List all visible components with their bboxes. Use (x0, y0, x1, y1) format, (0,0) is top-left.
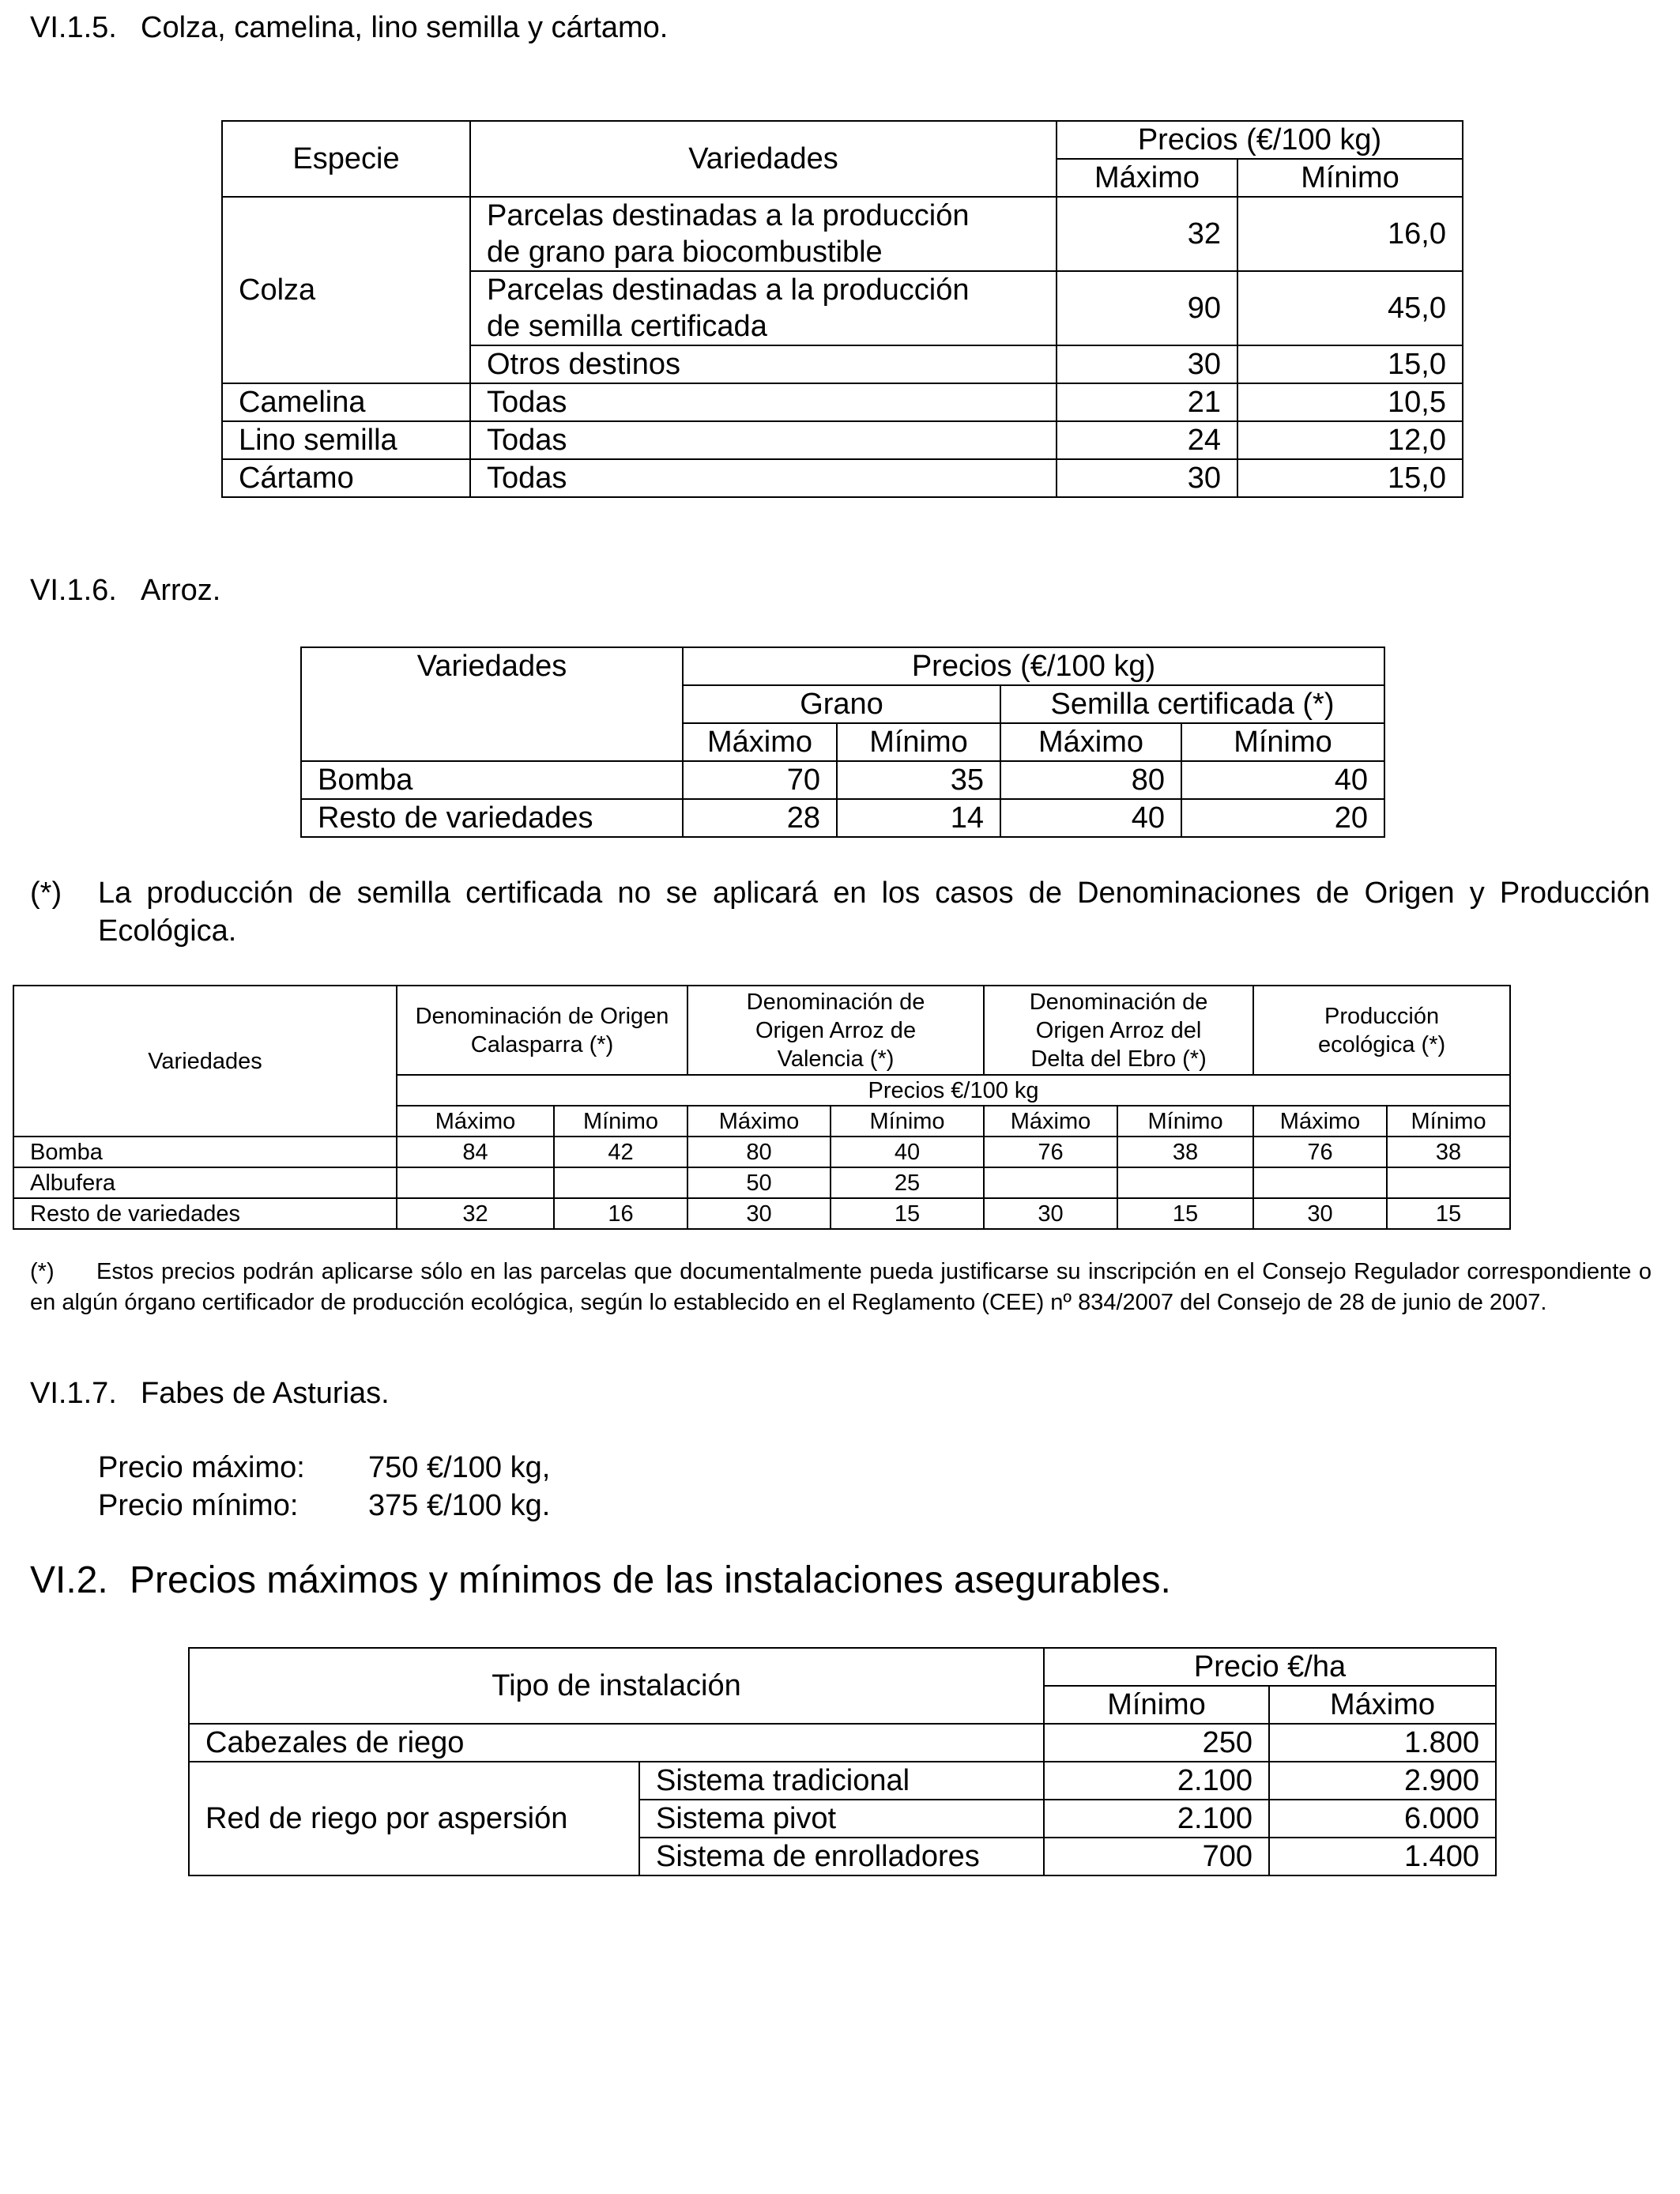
table-row (222, 197, 1463, 271)
cell-variedad: Albufera (13, 1167, 397, 1198)
header-delta-ebro: Denominación de Origen Arroz del Delta del Ebro (*) (984, 986, 1253, 1075)
cell-minimo: 250 (1044, 1724, 1269, 1762)
header-minimo: Mínimo (554, 1106, 687, 1137)
table-row (189, 1724, 1496, 1762)
cell-value: 20 (1181, 799, 1384, 837)
cell-value: 35 (837, 761, 1000, 799)
header-precios: Precios (€/100 kg) (1057, 121, 1463, 159)
section-heading-fabes (30, 1375, 390, 1412)
cell-variedad: Resto de variedades (13, 1198, 397, 1229)
header-minimo: Mínimo (1117, 1106, 1253, 1137)
header-grano: Grano (683, 685, 1000, 723)
section-title: Fabes de Asturias. (141, 1377, 390, 1410)
cell-value: 15 (831, 1198, 984, 1229)
footnote-origen (30, 1257, 1652, 1318)
footnote-text: Estos precios podrán aplicarse sólo en las parcelas que documentalmente pueda justificarse su inscripción en el Consejo Regulador correspondiente o en algún órgano certificador de producción ecológica, según lo establecido en el Reglamento (CEE) nº 834/2007 del Consejo de 28 de junio de 2007. (30, 1259, 1652, 1315)
cell-value: 80 (1000, 761, 1181, 799)
cell-value: 42 (554, 1137, 687, 1167)
cell-variedad: Parcelas destinadas a la producción de grano para biocombustible (470, 197, 1057, 271)
cell-maximo: 90 (1057, 271, 1237, 345)
header-minimo: Mínimo (831, 1106, 984, 1137)
precio-minimo-label: Precio mínimo: (98, 1489, 299, 1522)
cell-minimo: 2.100 (1044, 1800, 1269, 1838)
cell-sistema: Sistema tradicional (639, 1762, 1044, 1800)
rice-price-table (300, 647, 1385, 838)
cell-minimo: 15,0 (1237, 459, 1463, 497)
oilseed-price-table (221, 120, 1463, 498)
table-row (13, 1137, 1510, 1167)
cell-value: 28 (683, 799, 837, 837)
cell-maximo: 6.000 (1269, 1800, 1496, 1838)
cell-value: 30 (687, 1198, 831, 1229)
cell-value: 38 (1117, 1137, 1253, 1167)
cell-variedad: Otros destinos (470, 345, 1057, 383)
header-maximo: Máximo (1253, 1106, 1387, 1137)
table-row (222, 421, 1463, 459)
header-maximo: Máximo (397, 1106, 554, 1137)
cell-value: 38 (1387, 1137, 1510, 1167)
table-row (222, 459, 1463, 497)
precio-maximo-line (98, 1449, 551, 1486)
header-minimo: Mínimo (1387, 1106, 1510, 1137)
header-calasparra: Denominación de Origen Calasparra (*) (397, 986, 687, 1075)
footnote-text: La producción de semilla certificada no se aplicará en los casos de Denominaciones de Origen y Producción Ecológica. (98, 876, 1650, 948)
cell-variedad: Resto de variedades (301, 799, 683, 837)
cell-value: 84 (397, 1137, 554, 1167)
table-row (13, 1198, 1510, 1229)
cell-minimo: 15,0 (1237, 345, 1463, 383)
cell-value: 76 (984, 1137, 1117, 1167)
header-minimo: Mínimo (1237, 159, 1463, 197)
cell-variedad: Todas (470, 459, 1057, 497)
cell-maximo: 30 (1057, 345, 1237, 383)
cell-maximo: 32 (1057, 197, 1237, 271)
cell-value (1387, 1167, 1510, 1198)
table-row (301, 799, 1384, 837)
header-variedades: Variedades (301, 647, 683, 761)
cell-minimo: 45,0 (1237, 271, 1463, 345)
cell-minimo: 2.100 (1044, 1762, 1269, 1800)
header-variedades: Variedades (13, 986, 397, 1137)
cell-value: 15 (1117, 1198, 1253, 1229)
cell-value: 25 (831, 1167, 984, 1198)
cell-value: 76 (1253, 1137, 1387, 1167)
section-heading-instalaciones (30, 1559, 1171, 1603)
cell-maximo: 21 (1057, 383, 1237, 421)
section-number: VI.1.6. (30, 574, 117, 607)
cell-value: 80 (687, 1137, 831, 1167)
header-ecologica: Producción ecológica (*) (1253, 986, 1510, 1075)
cell-value: 30 (984, 1198, 1117, 1229)
header-precios: Precios €/100 kg (397, 1075, 1510, 1106)
cell-especie: Cártamo (222, 459, 470, 497)
cell-value (984, 1167, 1117, 1198)
header-valencia: Denominación de Origen Arroz de Valencia (*) (687, 986, 984, 1075)
header-maximo: Máximo (683, 723, 837, 761)
cell-sistema: Sistema pivot (639, 1800, 1044, 1838)
cell-variedad: Bomba (301, 761, 683, 799)
header-maximo: Máximo (1000, 723, 1181, 761)
section-title: Colza, camelina, lino semilla y cártamo. (141, 11, 669, 44)
cell-value: 40 (831, 1137, 984, 1167)
table-row (301, 761, 1384, 799)
cell-maximo: 1.800 (1269, 1724, 1496, 1762)
cell-minimo: 10,5 (1237, 383, 1463, 421)
cell-value: 14 (837, 799, 1000, 837)
section-number: VI.1.7. (30, 1377, 117, 1410)
header-precios: Precios (€/100 kg) (683, 647, 1384, 685)
table-row (222, 383, 1463, 421)
table-row (13, 1167, 1510, 1198)
header-especie: Especie (222, 121, 470, 197)
header-maximo: Máximo (1269, 1686, 1496, 1724)
header-tipo: Tipo de instalación (189, 1648, 1044, 1724)
cell-value: 15 (1387, 1198, 1510, 1229)
cell-value: 50 (687, 1167, 831, 1198)
footnote-mark: (*) (30, 876, 62, 910)
cell-value: 16 (554, 1198, 687, 1229)
cell-minimo: 12,0 (1237, 421, 1463, 459)
precio-minimo-line (98, 1487, 551, 1524)
cell-variedad: Bomba (13, 1137, 397, 1167)
rice-origin-price-table (13, 985, 1511, 1230)
precio-maximo-label: Precio máximo: (98, 1451, 305, 1484)
cell-value (1117, 1167, 1253, 1198)
header-minimo: Mínimo (837, 723, 1000, 761)
cell-especie: Lino semilla (222, 421, 470, 459)
cell-value (1253, 1167, 1387, 1198)
cell-value: 40 (1181, 761, 1384, 799)
footnote-mark: (*) (30, 1259, 55, 1284)
cell-minimo: 16,0 (1237, 197, 1463, 271)
section-title: Precios máximos y mínimos de las instalaciones asegurables. (130, 1559, 1171, 1601)
installation-price-table (188, 1647, 1497, 1876)
cell-maximo: 1.400 (1269, 1838, 1496, 1875)
header-maximo: Máximo (687, 1106, 831, 1137)
cell-value (397, 1167, 554, 1198)
cell-sistema: Sistema de enrolladores (639, 1838, 1044, 1875)
header-maximo: Máximo (1057, 159, 1237, 197)
cell-tipo-red: Red de riego por aspersión (189, 1762, 639, 1875)
header-minimo: Mínimo (1044, 1686, 1269, 1724)
header-maximo: Máximo (984, 1106, 1117, 1137)
header-variedades: Variedades (470, 121, 1057, 197)
section-heading-arroz (30, 572, 221, 609)
cell-value (554, 1167, 687, 1198)
cell-variedad: Parcelas destinadas a la producción de semilla certificada (470, 271, 1057, 345)
section-heading-colza (30, 9, 669, 46)
cell-variedad: Todas (470, 421, 1057, 459)
cell-value: 40 (1000, 799, 1181, 837)
header-semilla: Semilla certificada (*) (1000, 685, 1384, 723)
cell-minimo: 700 (1044, 1838, 1269, 1875)
cell-value: 70 (683, 761, 837, 799)
cell-tipo: Cabezales de riego (189, 1724, 1044, 1762)
section-title: Arroz. (141, 574, 221, 607)
cell-value: 30 (1253, 1198, 1387, 1229)
section-number: VI.1.5. (30, 11, 117, 44)
cell-value: 32 (397, 1198, 554, 1229)
section-number: VI.2. (30, 1559, 108, 1601)
table-row (189, 1762, 1496, 1800)
cell-maximo: 24 (1057, 421, 1237, 459)
precio-minimo-value: 375 €/100 kg. (368, 1489, 551, 1522)
cell-variedad: Todas (470, 383, 1057, 421)
header-minimo: Mínimo (1181, 723, 1384, 761)
footnote-semilla (30, 874, 1650, 950)
cell-especie: Camelina (222, 383, 470, 421)
precio-maximo-value: 750 €/100 kg, (368, 1451, 551, 1484)
cell-maximo: 2.900 (1269, 1762, 1496, 1800)
cell-especie-colza: Colza (222, 197, 470, 383)
header-precio: Precio €/ha (1044, 1648, 1496, 1686)
cell-maximo: 30 (1057, 459, 1237, 497)
